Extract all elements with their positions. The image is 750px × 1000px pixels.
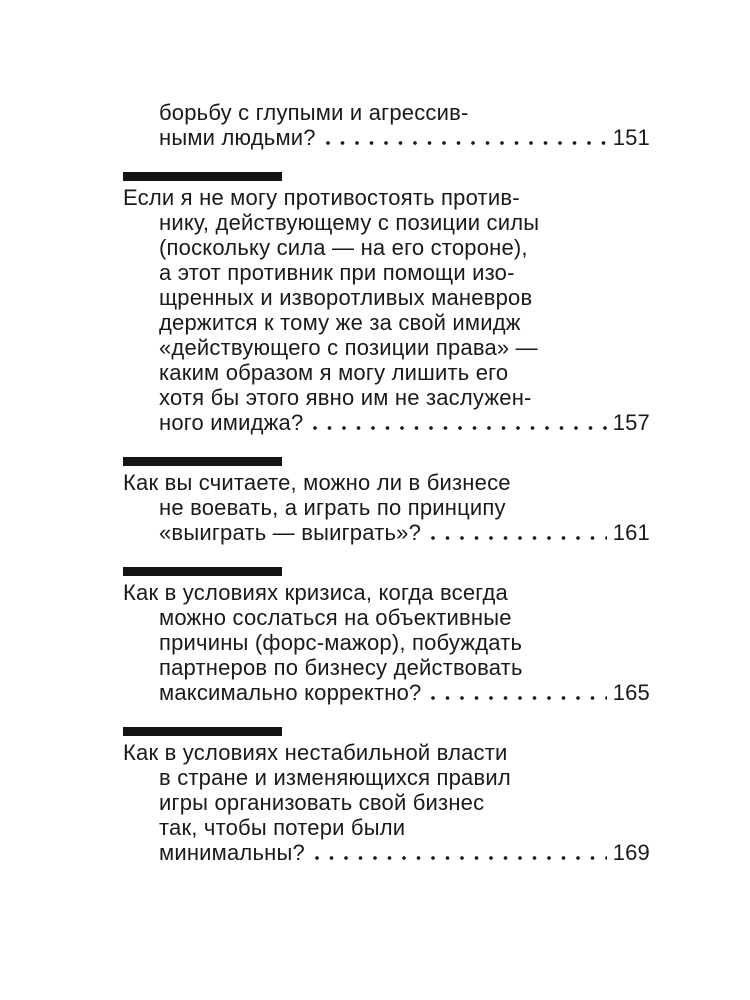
- section-divider-bar: [123, 727, 282, 736]
- toc-line: нику, действующему с позиции силы: [159, 210, 540, 235]
- dot-leader: [313, 425, 606, 431]
- section-divider-bar: [123, 567, 282, 576]
- toc-line: не воевать, а играть по принципу: [159, 495, 506, 520]
- section-divider-bar: [123, 172, 282, 181]
- page-number: 151: [612, 125, 650, 150]
- toc-line-text: максимально корректно?: [159, 680, 422, 705]
- toc-line: держится к тому же за свой имидж: [159, 310, 521, 335]
- toc-line: [123, 520, 650, 545]
- page-number: 157: [612, 410, 650, 435]
- page-number: 161: [612, 520, 650, 545]
- toc-line: Как в условиях нестабильной власти: [123, 740, 508, 765]
- toc-line: а этот противник при помощи изо-: [159, 260, 515, 285]
- toc-line: Как вы считаете, можно ли в бизнесе: [123, 470, 511, 495]
- toc-entry: [123, 567, 650, 705]
- toc-line: щренных и изворотливых маневров: [159, 285, 533, 310]
- toc-line-text: ными людьми?: [159, 125, 316, 150]
- toc-line: партнеров по бизнесу действовать: [159, 655, 523, 680]
- dot-leader: [315, 855, 607, 861]
- toc-line: можно сослаться на объективные: [159, 605, 512, 630]
- toc-line: [123, 125, 650, 150]
- toc-line-text: «выиграть — выиграть»?: [159, 520, 422, 545]
- toc-list: [123, 100, 650, 865]
- toc-line: Если я не могу противостоять против-: [123, 185, 520, 210]
- page-number: 169: [612, 840, 650, 865]
- toc-line: игры организовать свой бизнес: [159, 790, 485, 815]
- toc-line-text: минимальны?: [159, 840, 305, 865]
- toc-entry: [123, 457, 650, 545]
- toc-entry: [123, 172, 650, 435]
- toc-line: в стране и изменяющихся правил: [159, 765, 511, 790]
- toc-line: [123, 840, 650, 865]
- toc-line: [123, 410, 650, 435]
- toc-line-text: ного имиджа?: [159, 410, 304, 435]
- toc-line: хотя бы этого явно им не заслужен-: [159, 385, 532, 410]
- section-divider-bar: [123, 457, 282, 466]
- toc-line: «действующего с позиции права» —: [159, 335, 538, 360]
- toc-entry: [123, 100, 650, 150]
- page-number: 165: [612, 680, 650, 705]
- toc-line: Как в условиях кризиса, когда всегда: [123, 580, 508, 605]
- dot-leader: [431, 535, 607, 541]
- toc-line: так, чтобы потери были: [159, 815, 406, 840]
- dot-leader: [431, 695, 606, 701]
- toc-line: каким образом я могу лишить его: [159, 360, 509, 385]
- toc-entry: [123, 727, 650, 865]
- toc-line: [123, 680, 650, 705]
- dot-leader: [326, 140, 607, 146]
- toc-line: борьбу с глупыми и агрессив-: [159, 100, 469, 125]
- toc-line: причины (форс-мажор), побуждать: [159, 630, 523, 655]
- toc-line: (поскольку сила — на его стороне),: [159, 235, 528, 260]
